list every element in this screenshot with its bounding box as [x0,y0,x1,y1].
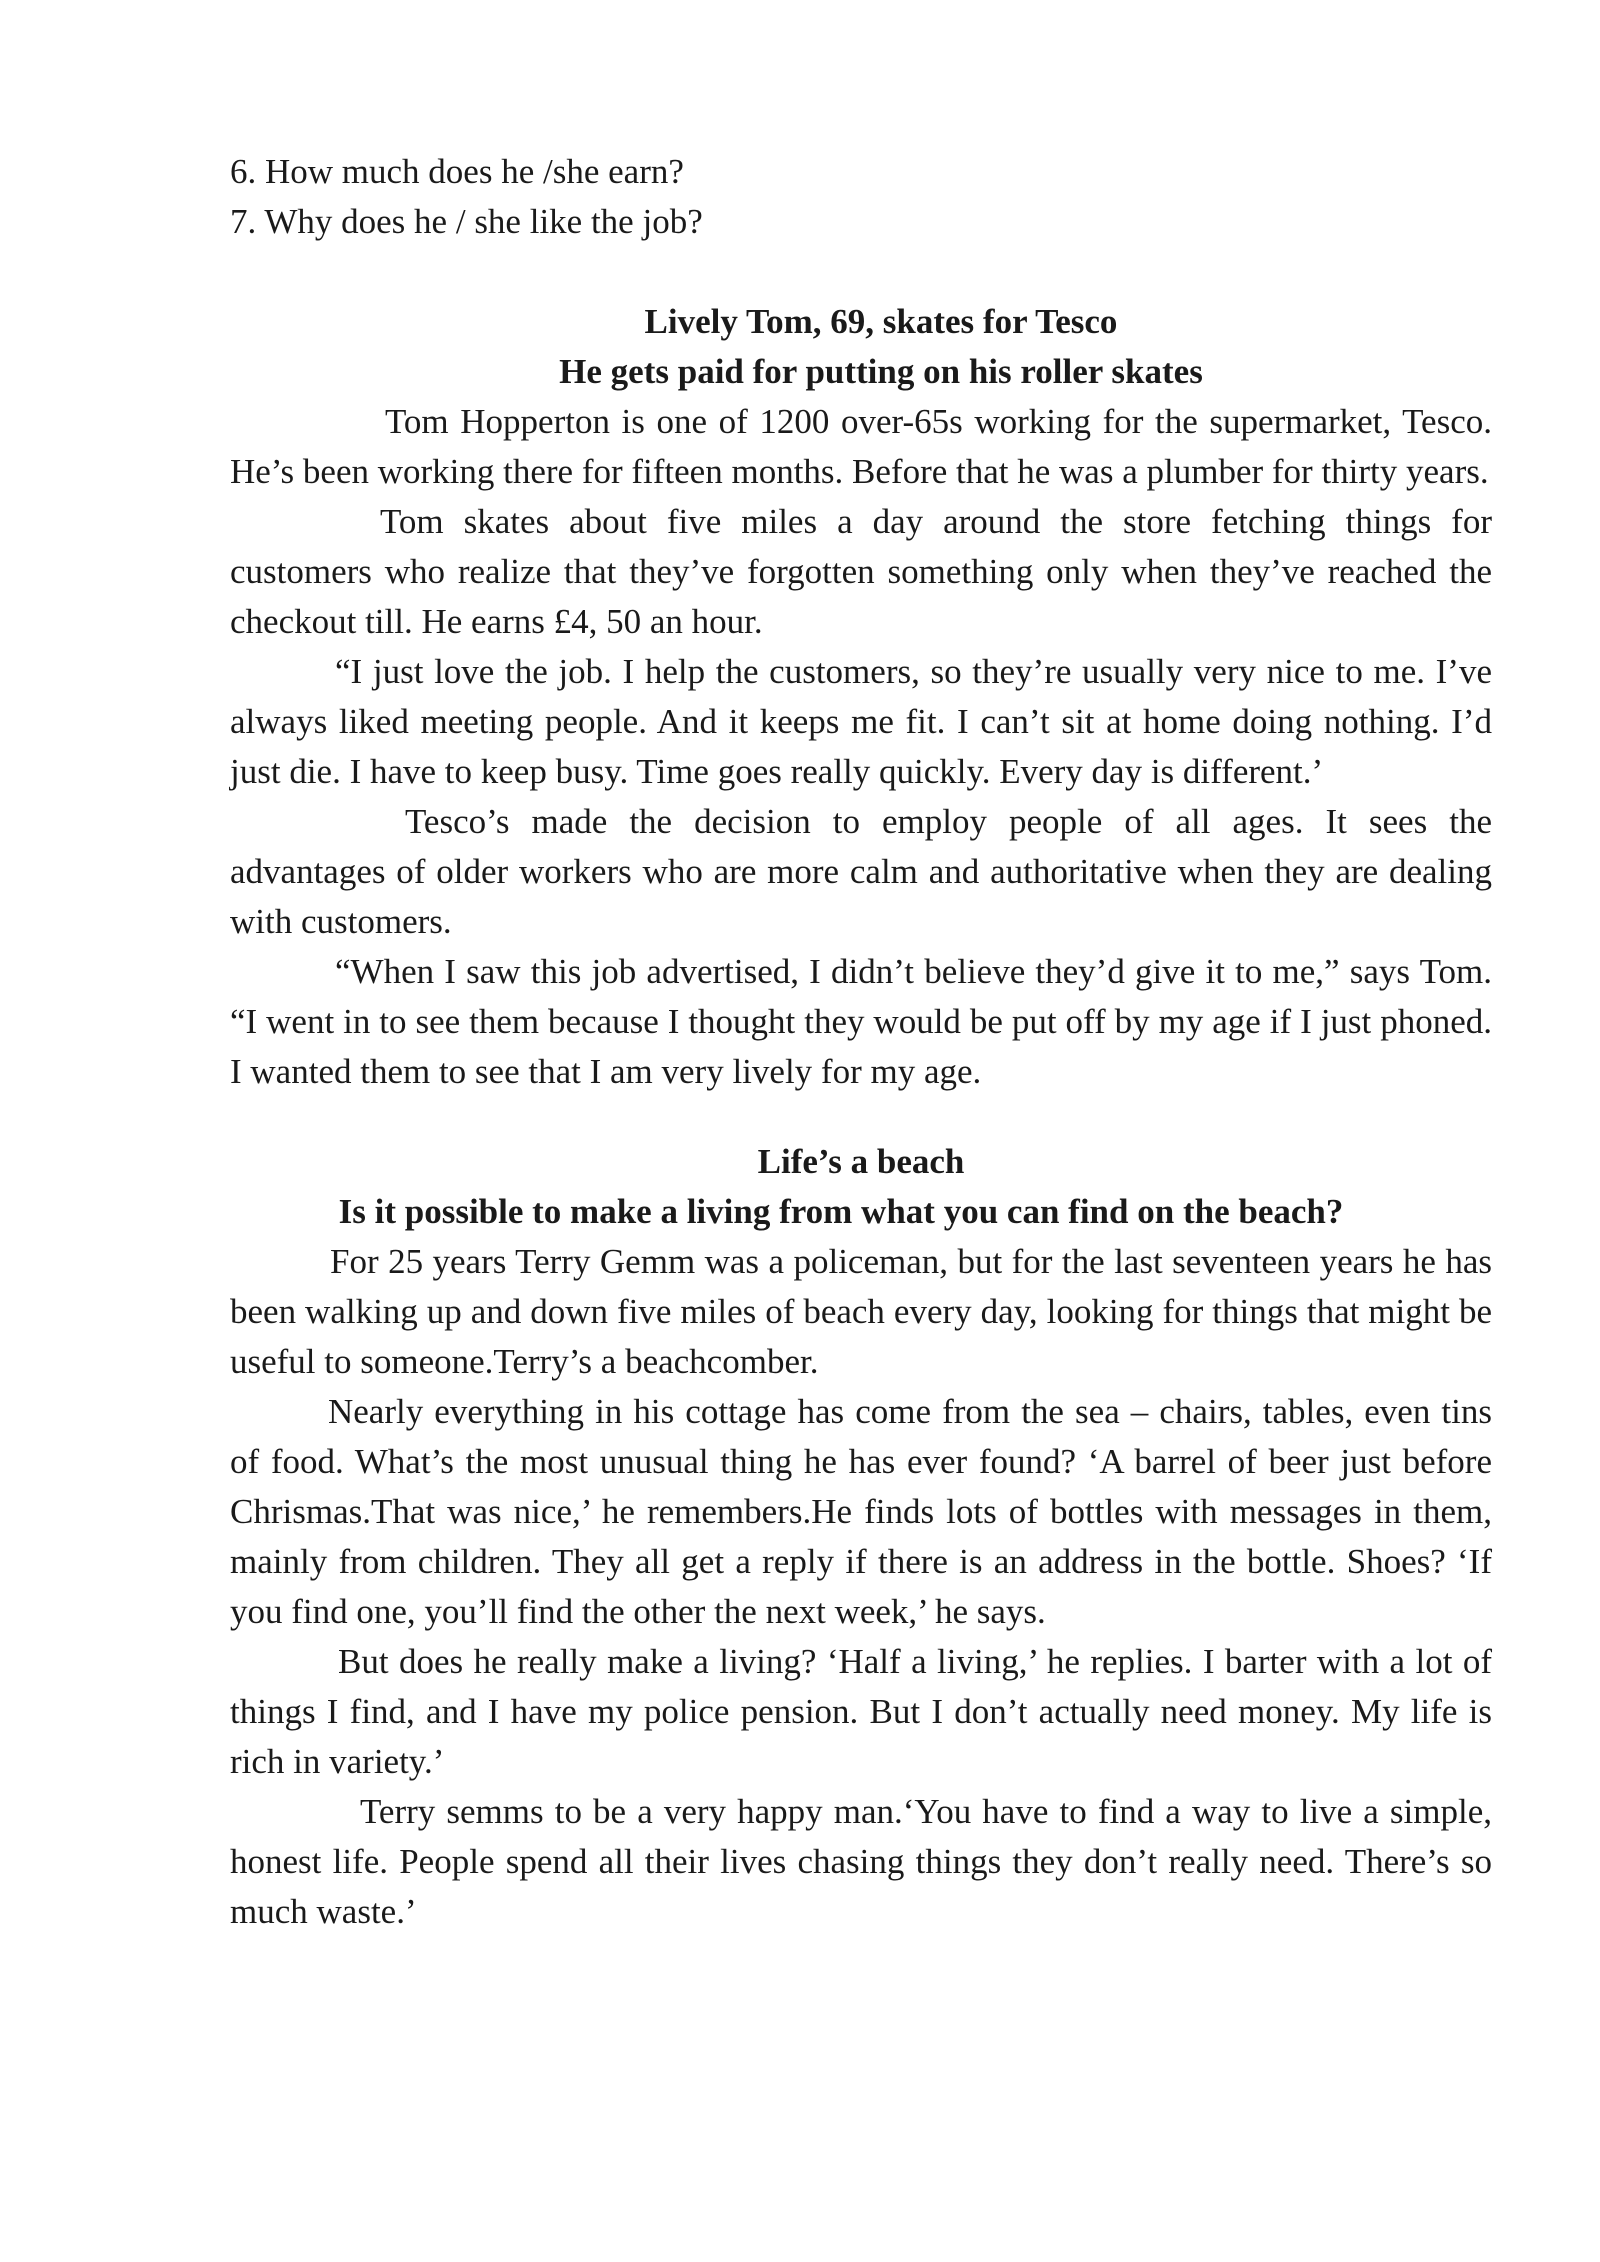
article-paragraph: For 25 years Terry Gemm was a policeman, but for the last seventeen years he has been walking up and down five miles of beach every day, looking for things that might be useful to someone.Terry’s a beachcomber. [230,1242,1492,1381]
article-title: Lively Tom, 69, skates for Tesco [644,302,1118,341]
article-paragraph: “When I saw this job advertised, I didn’t believe they’d give it to me,” says Tom. “I went in to see them because I thought they would be put off by my age if I just phoned. I wanted them to see that I am very lively for my age. [230,952,1492,1091]
article-lifes-a-beach [230,1137,1492,1937]
article-lively-tom [230,297,1492,1097]
article-paragraph: “I just love the job. I help the customers, so they’re usually very nice to me. I’ve always liked meeting people. And it keeps me fit. I can’t sit at home doing nothing. I’d just die. I have to keep busy. Time goes really quickly. Every day is different.’ [230,652,1492,791]
article-paragraph: Terry semms to be a very happy man.‘You have to find a way to live a simple, honest life. People spend all their lives chasing things they don’t really need. There’s so much waste.’ [230,1792,1492,1931]
article-paragraph: Tom skates about five miles a day around the store fetching things for customers who realize that they’ve forgotten something only when they’ve reached the checkout till. He earns £4, 50 an hour. [230,502,1492,641]
article-paragraph: Tesco’s made the decision to employ people of all ages. It sees the advantages of older workers who are more calm and authoritative when they are dealing with customers. [230,802,1492,941]
article-paragraph: Nearly everything in his cottage has come from the sea – chairs, tables, even tins of food. What’s the most unusual thing he has ever found? ‘A barrel of beer just before Chrismas.That was nice,’ he remembers.He finds lots of bottles with messages in them, mainly from children. They all get a reply if there is an address in the bottle. Shoes? ‘If you find one, you’ll find the other the next week,’ he says. [230,1392,1492,1631]
article-subtitle: He gets paid for putting on his roller skates [559,352,1203,391]
article-subtitle: Is it possible to make a living from what you can find on the beach? [338,1192,1344,1231]
article-title: Life’s a beach [757,1142,965,1181]
question-7: 7. Why does he / she like the job? [230,202,703,241]
question-list [230,147,1492,247]
question-6: 6. How much does he /she earn? [230,152,684,191]
article-paragraph: But does he really make a living? ‘Half a living,’ he replies. I barter with a lot of things I find, and I have my police pension. But I don’t actually need money. My life is rich in variety.’ [230,1642,1492,1781]
document-body [230,147,1492,1937]
article-paragraph: Tom Hopperton is one of 1200 over-65s working for the supermarket, Tesco. He’s been working there for fifteen months. Before that he was a plumber for thirty years. [230,402,1492,491]
